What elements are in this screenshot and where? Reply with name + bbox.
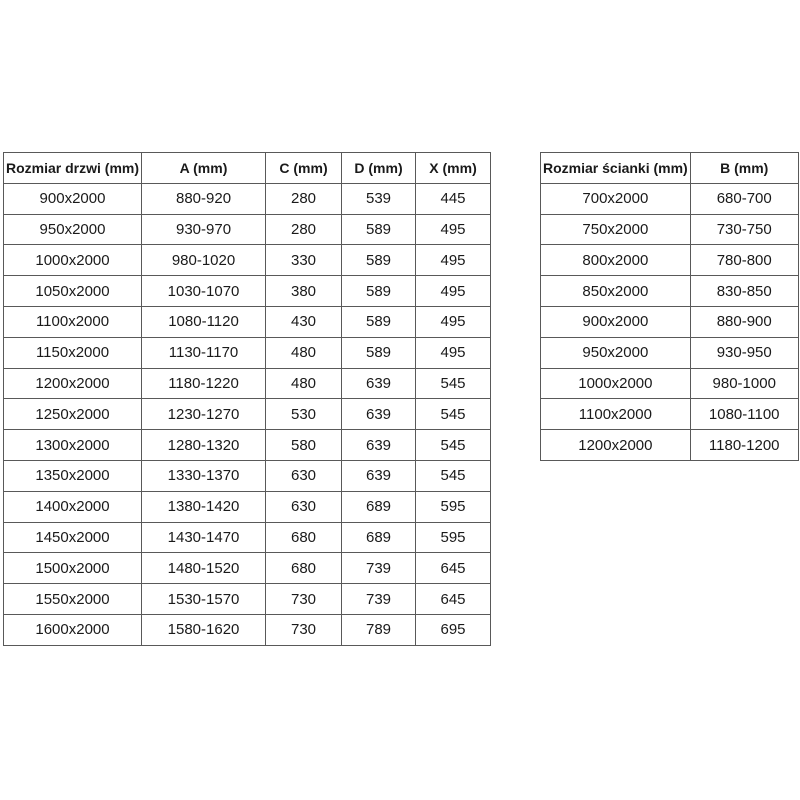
door-table-header-row [4,153,491,184]
wall-table-body [541,183,799,460]
table-cell: 880-920 [142,183,266,214]
table-cell: 1380-1420 [142,491,266,522]
column-header: A (mm) [142,153,266,184]
table-row [541,368,799,399]
table-cell: 1130-1170 [142,337,266,368]
table-cell: 680 [266,553,342,584]
column-header: Rozmiar ścianki (mm) [541,153,691,184]
table-cell: 739 [342,553,416,584]
table-cell: 780-800 [690,245,798,276]
table-cell: 1400x2000 [4,491,142,522]
table-cell: 739 [342,584,416,615]
table-cell: 1200x2000 [541,430,691,461]
table-cell: 789 [342,614,416,645]
table-cell: 639 [342,430,416,461]
table-cell: 680 [266,522,342,553]
table-cell: 495 [416,245,491,276]
table-row [541,245,799,276]
table-cell: 730 [266,614,342,645]
table-cell: 1550x2000 [4,584,142,615]
table-cell: 730-750 [690,214,798,245]
table-cell: 900x2000 [541,306,691,337]
door-sizes-table [3,152,491,646]
table-cell: 1280-1320 [142,430,266,461]
table-cell: 595 [416,491,491,522]
table-row [4,306,491,337]
table-cell: 680-700 [690,183,798,214]
table-cell: 595 [416,522,491,553]
table-row [4,399,491,430]
table-cell: 1480-1520 [142,553,266,584]
table-cell: 639 [342,399,416,430]
table-cell: 1100x2000 [4,306,142,337]
table-cell: 589 [342,337,416,368]
table-cell: 695 [416,614,491,645]
table-cell: 589 [342,245,416,276]
table-cell: 495 [416,214,491,245]
table-cell: 480 [266,368,342,399]
table-row [4,553,491,584]
table-row [4,337,491,368]
table-cell: 530 [266,399,342,430]
table-cell: 280 [266,214,342,245]
table-cell: 1350x2000 [4,460,142,491]
table-cell: 580 [266,430,342,461]
table-row [4,368,491,399]
table-cell: 800x2000 [541,245,691,276]
table-cell: 480 [266,337,342,368]
table-cell: 545 [416,368,491,399]
table-cell: 750x2000 [541,214,691,245]
table-cell: 930-950 [690,337,798,368]
column-header: D (mm) [342,153,416,184]
table-row [4,491,491,522]
table-cell: 980-1020 [142,245,266,276]
table-cell: 1080-1120 [142,306,266,337]
table-row [4,430,491,461]
column-header: X (mm) [416,153,491,184]
table-cell: 1180-1220 [142,368,266,399]
table-cell: 689 [342,491,416,522]
table-cell: 545 [416,460,491,491]
table-row [541,399,799,430]
table-cell: 589 [342,276,416,307]
table-row [541,183,799,214]
table-cell: 1500x2000 [4,553,142,584]
table-cell: 1180-1200 [690,430,798,461]
table-row [4,584,491,615]
table-cell: 380 [266,276,342,307]
table-cell: 495 [416,276,491,307]
table-cell: 1230-1270 [142,399,266,430]
table-cell: 545 [416,430,491,461]
table-cell: 1330-1370 [142,460,266,491]
table-row [4,522,491,553]
table-cell: 430 [266,306,342,337]
table-row [4,614,491,645]
table-cell: 850x2000 [541,276,691,307]
table-cell: 539 [342,183,416,214]
table-cell: 1000x2000 [4,245,142,276]
table-cell: 980-1000 [690,368,798,399]
table-cell: 1080-1100 [690,399,798,430]
table-cell: 495 [416,306,491,337]
door-table-body [4,183,491,645]
table-cell: 639 [342,368,416,399]
table-cell: 689 [342,522,416,553]
table-cell: 950x2000 [4,214,142,245]
table-cell: 1030-1070 [142,276,266,307]
column-header: C (mm) [266,153,342,184]
table-row [541,214,799,245]
table-cell: 730 [266,584,342,615]
table-cell: 1050x2000 [4,276,142,307]
table-cell: 630 [266,491,342,522]
table-cell: 1250x2000 [4,399,142,430]
table-row [4,276,491,307]
table-cell: 1150x2000 [4,337,142,368]
table-row [541,337,799,368]
table-cell: 930-970 [142,214,266,245]
table-cell: 1580-1620 [142,614,266,645]
table-cell: 1100x2000 [541,399,691,430]
table-cell: 630 [266,460,342,491]
table-cell: 280 [266,183,342,214]
table-cell: 330 [266,245,342,276]
table-cell: 589 [342,214,416,245]
table-row [541,276,799,307]
table-cell: 830-850 [690,276,798,307]
table-cell: 1430-1470 [142,522,266,553]
table-cell: 645 [416,584,491,615]
table-cell: 1600x2000 [4,614,142,645]
table-cell: 1450x2000 [4,522,142,553]
table-cell: 1000x2000 [541,368,691,399]
table-cell: 645 [416,553,491,584]
table-cell: 700x2000 [541,183,691,214]
table-row [541,306,799,337]
table-cell: 589 [342,306,416,337]
wall-table-header-row [541,153,799,184]
column-header: B (mm) [690,153,798,184]
table-row [4,245,491,276]
table-cell: 1300x2000 [4,430,142,461]
table-cell: 495 [416,337,491,368]
table-cell: 545 [416,399,491,430]
table-row [541,430,799,461]
table-row [4,460,491,491]
table-cell: 900x2000 [4,183,142,214]
table-cell: 880-900 [690,306,798,337]
table-row [4,214,491,245]
table-cell: 639 [342,460,416,491]
table-cell: 1200x2000 [4,368,142,399]
column-header: Rozmiar drzwi (mm) [4,153,142,184]
table-cell: 1530-1570 [142,584,266,615]
wall-sizes-table [540,152,799,461]
table-cell: 950x2000 [541,337,691,368]
table-row [4,183,491,214]
table-cell: 445 [416,183,491,214]
